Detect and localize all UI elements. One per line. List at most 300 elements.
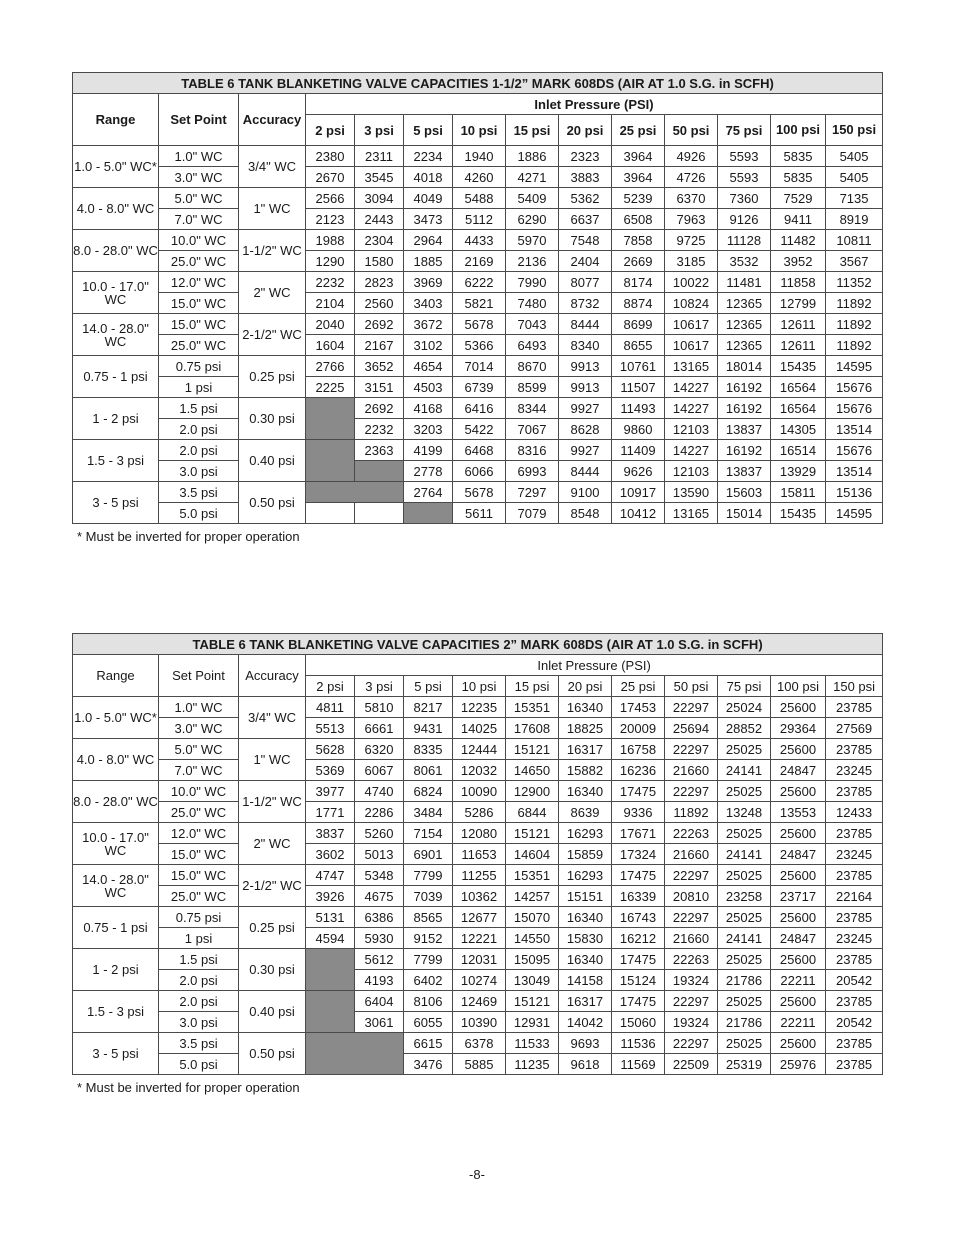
capacity-cell: 4049 [404, 188, 453, 209]
accuracy-cell: 1-1/2" WC [239, 230, 306, 272]
table-row [73, 907, 883, 928]
capacity-cell: 12103 [665, 419, 718, 440]
capacity-cell: 2692 [355, 314, 404, 335]
capacity-cell: 22509 [665, 1054, 718, 1075]
capacity-cell: 9431 [404, 718, 453, 739]
range-cell: 1 - 2 psi [73, 398, 159, 440]
capacity-cell: 5112 [453, 209, 506, 230]
title-row [73, 73, 883, 94]
set-point-header: Set Point [159, 94, 239, 146]
pressure-column-header: 100 psi [771, 676, 826, 697]
table-title: TABLE 6 TANK BLANKETING VALVE CAPACITIES 1-1/2” MARK 608DS (AIR AT 1.0 S.G. in SCFH) [73, 73, 883, 94]
capacity-cell: 2363 [355, 440, 404, 461]
table-row [73, 482, 883, 503]
capacity-cell: 10022 [665, 272, 718, 293]
capacity-cell: 2286 [355, 802, 404, 823]
not-available-cell [404, 503, 453, 524]
set-point-cell: 1.5 psi [159, 949, 239, 970]
capacity-cell [306, 503, 355, 524]
capacity-cell: 25024 [718, 697, 771, 718]
capacity-cell: 6370 [665, 188, 718, 209]
capacity-cell: 20009 [612, 718, 665, 739]
capacity-cell: 6416 [453, 398, 506, 419]
capacity-cell: 5239 [612, 188, 665, 209]
capacity-table-1-1-2-inch [72, 72, 883, 524]
capacity-cell: 24141 [718, 760, 771, 781]
set-point-header: Set Point [159, 655, 239, 697]
capacity-cell: 12444 [453, 739, 506, 760]
capacity-cell: 5362 [559, 188, 612, 209]
pressure-column-header: 50 psi [665, 115, 718, 146]
capacity-cell: 8639 [559, 802, 612, 823]
table-row [73, 167, 883, 188]
capacity-cell: 23785 [826, 697, 883, 718]
capacity-cell: 2823 [355, 272, 404, 293]
capacity-cell: 12611 [771, 314, 826, 335]
capacity-cell: 6402 [404, 970, 453, 991]
capacity-cell: 12365 [718, 293, 771, 314]
capacity-cell: 9725 [665, 230, 718, 251]
capacity-cell: 20542 [826, 1012, 883, 1033]
capacity-cell: 2323 [559, 146, 612, 167]
capacity-cell: 16192 [718, 377, 771, 398]
capacity-cell: 20542 [826, 970, 883, 991]
capacity-cell: 8344 [506, 398, 559, 419]
capacity-cell: 4199 [404, 440, 453, 461]
capacity-cell: 16340 [559, 907, 612, 928]
inlet-pressure-header: Inlet Pressure (PSI) [306, 94, 883, 115]
capacity-cell: 8565 [404, 907, 453, 928]
capacity-cell: 3602 [306, 844, 355, 865]
capacity-cell: 23785 [826, 739, 883, 760]
capacity-cell: 10617 [665, 335, 718, 356]
capacity-cell: 17671 [612, 823, 665, 844]
capacity-cell: 6739 [453, 377, 506, 398]
pressure-column-header: 2 psi [306, 115, 355, 146]
table-row [73, 844, 883, 865]
set-point-cell: 25.0" WC [159, 886, 239, 907]
set-point-cell: 12.0" WC [159, 272, 239, 293]
capacity-cell: 5810 [355, 697, 404, 718]
set-point-cell: 5.0" WC [159, 188, 239, 209]
table-row [73, 1054, 883, 1075]
capacity-cell: 5821 [453, 293, 506, 314]
capacity-cell: 12677 [453, 907, 506, 928]
not-available-cell [306, 440, 355, 482]
capacity-cell: 2104 [306, 293, 355, 314]
table-row [73, 760, 883, 781]
capacity-cell: 6055 [404, 1012, 453, 1033]
capacity-cell: 28852 [718, 718, 771, 739]
capacity-cell: 16192 [718, 398, 771, 419]
capacity-cell: 15882 [559, 760, 612, 781]
capacity-cell: 16564 [771, 398, 826, 419]
capacity-cell: 14595 [826, 503, 883, 524]
capacity-cell: 7858 [612, 230, 665, 251]
pressure-column-header: 75 psi [718, 115, 771, 146]
capacity-cell: 25600 [771, 697, 826, 718]
capacity-cell: 12103 [665, 461, 718, 482]
capacity-cell: 23785 [826, 1054, 883, 1075]
capacity-cell: 3567 [826, 251, 883, 272]
accuracy-header: Accuracy [239, 655, 306, 697]
capacity-cell: 11128 [718, 230, 771, 251]
range-cell: 3 - 5 psi [73, 482, 159, 524]
capacity-cell: 2040 [306, 314, 355, 335]
capacity-cell: 16514 [771, 440, 826, 461]
capacity-cell: 7039 [404, 886, 453, 907]
set-point-cell: 3.0" WC [159, 718, 239, 739]
capacity-cell: 14595 [826, 356, 883, 377]
pressure-column-header: 2 psi [306, 676, 355, 697]
capacity-cell: 2404 [559, 251, 612, 272]
capacity-cell: 15676 [826, 398, 883, 419]
capacity-cell: 12611 [771, 335, 826, 356]
table-row [73, 440, 883, 461]
capacity-cell: 10090 [453, 781, 506, 802]
capacity-cell: 5348 [355, 865, 404, 886]
capacity-cell: 2232 [355, 419, 404, 440]
capacity-cell: 12365 [718, 314, 771, 335]
capacity-cell: 3476 [404, 1054, 453, 1075]
capacity-cell: 5593 [718, 167, 771, 188]
capacity-cell: 3484 [404, 802, 453, 823]
capacity-cell: 10761 [612, 356, 665, 377]
capacity-cell: 8548 [559, 503, 612, 524]
capacity-cell: 5013 [355, 844, 404, 865]
capacity-cell: 13514 [826, 461, 883, 482]
capacity-cell: 25025 [718, 949, 771, 970]
capacity-cell: 7963 [665, 209, 718, 230]
accuracy-cell: 2-1/2" WC [239, 314, 306, 356]
range-cell: 1.5 - 3 psi [73, 440, 159, 482]
capacity-cell: 22297 [665, 739, 718, 760]
capacity-cell: 24141 [718, 844, 771, 865]
capacity-cell: 8670 [506, 356, 559, 377]
capacity-cell: 9927 [559, 440, 612, 461]
capacity-cell: 1580 [355, 251, 404, 272]
header-row [73, 655, 883, 676]
capacity-cell: 11507 [612, 377, 665, 398]
capacity-cell: 4594 [306, 928, 355, 949]
capacity-cell: 14650 [506, 760, 559, 781]
capacity-cell: 6493 [506, 335, 559, 356]
set-point-cell: 15.0" WC [159, 844, 239, 865]
capacity-cell: 6844 [506, 802, 559, 823]
capacity-cell: 8732 [559, 293, 612, 314]
capacity-cell: 23245 [826, 760, 883, 781]
set-point-cell: 2.0 psi [159, 440, 239, 461]
capacity-cell: 6378 [453, 1033, 506, 1054]
capacity-cell: 15830 [559, 928, 612, 949]
capacity-cell: 11482 [771, 230, 826, 251]
capacity-cell: 15151 [559, 886, 612, 907]
capacity-cell: 3532 [718, 251, 771, 272]
table-row [73, 970, 883, 991]
capacity-cell: 15435 [771, 356, 826, 377]
capacity-cell: 5260 [355, 823, 404, 844]
capacity-cell: 3102 [404, 335, 453, 356]
range-cell: 0.75 - 1 psi [73, 356, 159, 398]
accuracy-cell: 3/4" WC [239, 697, 306, 739]
capacity-cell: 6404 [355, 991, 404, 1012]
pressure-column-header: 100 psi [771, 115, 826, 146]
capacity-cell: 9913 [559, 377, 612, 398]
capacity-cell: 8874 [612, 293, 665, 314]
table-row [73, 823, 883, 844]
table-row [73, 949, 883, 970]
range-cell: 14.0 - 28.0" WC [73, 865, 159, 907]
capacity-cell: 5611 [453, 503, 506, 524]
capacity-cell: 9618 [559, 1054, 612, 1075]
not-available-cell [306, 398, 355, 440]
table-row [73, 886, 883, 907]
capacity-cell: 9927 [559, 398, 612, 419]
pressure-column-header: 5 psi [404, 676, 453, 697]
capacity-cell: 3837 [306, 823, 355, 844]
capacity-cell: 15351 [506, 865, 559, 886]
capacity-cell: 8655 [612, 335, 665, 356]
capacity-cell: 17453 [612, 697, 665, 718]
accuracy-cell: 1-1/2" WC [239, 781, 306, 823]
capacity-cell: 5885 [453, 1054, 506, 1075]
capacity-cell: 13248 [718, 802, 771, 823]
accuracy-header: Accuracy [239, 94, 306, 146]
capacity-cell: 12900 [506, 781, 559, 802]
capacity-cell: 23785 [826, 823, 883, 844]
capacity-cell: 17475 [612, 781, 665, 802]
capacity-cell: 5366 [453, 335, 506, 356]
table-row [73, 293, 883, 314]
capacity-cell: 2560 [355, 293, 404, 314]
range-cell: 4.0 - 8.0" WC [73, 188, 159, 230]
pressure-column-header: 75 psi [718, 676, 771, 697]
pressure-column-header: 20 psi [559, 676, 612, 697]
capacity-cell: 4747 [306, 865, 355, 886]
capacity-cell: 9913 [559, 356, 612, 377]
table-row [73, 697, 883, 718]
not-available-cell [306, 949, 355, 991]
accuracy-cell: 1" WC [239, 739, 306, 781]
capacity-cell: 4433 [453, 230, 506, 251]
capacity-cell: 3545 [355, 167, 404, 188]
not-available-cell [306, 1033, 404, 1075]
capacity-cell: 2167 [355, 335, 404, 356]
capacity-cell: 5930 [355, 928, 404, 949]
capacity-cell: 23245 [826, 844, 883, 865]
capacity-cell: 8340 [559, 335, 612, 356]
capacity-cell: 8599 [506, 377, 559, 398]
capacity-cell: 24141 [718, 928, 771, 949]
capacity-cell [355, 503, 404, 524]
set-point-cell: 12.0" WC [159, 823, 239, 844]
capacity-cell: 17475 [612, 991, 665, 1012]
capacity-cell: 6637 [559, 209, 612, 230]
capacity-cell: 9626 [612, 461, 665, 482]
capacity-cell: 12469 [453, 991, 506, 1012]
capacity-cell: 14227 [665, 377, 718, 398]
capacity-cell: 6615 [404, 1033, 453, 1054]
capacity-cell: 11892 [665, 802, 718, 823]
capacity-cell: 3672 [404, 314, 453, 335]
capacity-cell: 6386 [355, 907, 404, 928]
capacity-cell: 4168 [404, 398, 453, 419]
capacity-cell: 3926 [306, 886, 355, 907]
capacity-cell: 6222 [453, 272, 506, 293]
capacity-cell: 18825 [559, 718, 612, 739]
accuracy-cell: 0.50 psi [239, 482, 306, 524]
capacity-cell: 2311 [355, 146, 404, 167]
title-row [73, 634, 883, 655]
table-row [73, 251, 883, 272]
set-point-cell: 7.0" WC [159, 760, 239, 781]
capacity-cell: 14257 [506, 886, 559, 907]
capacity-cell: 11892 [826, 335, 883, 356]
capacity-cell: 2964 [404, 230, 453, 251]
capacity-cell: 16339 [612, 886, 665, 907]
capacity-cell: 5405 [826, 146, 883, 167]
capacity-cell: 2169 [453, 251, 506, 272]
capacity-cell: 15070 [506, 907, 559, 928]
capacity-cell: 16340 [559, 697, 612, 718]
capacity-cell: 15859 [559, 844, 612, 865]
capacity-cell: 25319 [718, 1054, 771, 1075]
capacity-cell: 10811 [826, 230, 883, 251]
capacity-cell: 2670 [306, 167, 355, 188]
capacity-cell: 9860 [612, 419, 665, 440]
pressure-column-header: 3 psi [355, 676, 404, 697]
capacity-cell: 11858 [771, 272, 826, 293]
table-row [73, 146, 883, 167]
capacity-cell: 9693 [559, 1033, 612, 1054]
capacity-cell: 22211 [771, 970, 826, 991]
capacity-cell: 25600 [771, 1033, 826, 1054]
capacity-cell: 16212 [612, 928, 665, 949]
capacity-cell: 7014 [453, 356, 506, 377]
capacity-cell: 17475 [612, 865, 665, 886]
table-row [73, 356, 883, 377]
capacity-cell: 11493 [612, 398, 665, 419]
capacity-cell: 15676 [826, 377, 883, 398]
range-header: Range [73, 655, 159, 697]
capacity-cell: 5513 [306, 718, 355, 739]
capacity-cell: 13165 [665, 503, 718, 524]
set-point-cell: 25.0" WC [159, 335, 239, 356]
capacity-cell: 2443 [355, 209, 404, 230]
table-row [73, 503, 883, 524]
capacity-cell: 16758 [612, 739, 665, 760]
capacity-cell: 7067 [506, 419, 559, 440]
capacity-cell: 7799 [404, 865, 453, 886]
capacity-cell: 3094 [355, 188, 404, 209]
table-row [73, 188, 883, 209]
capacity-cell: 8919 [826, 209, 883, 230]
capacity-cell: 22297 [665, 865, 718, 886]
capacity-cell: 23785 [826, 781, 883, 802]
capacity-cell: 14227 [665, 398, 718, 419]
capacity-cell: 12365 [718, 335, 771, 356]
pressure-column-header: 15 psi [506, 676, 559, 697]
capacity-cell: 25600 [771, 739, 826, 760]
table-row [73, 802, 883, 823]
capacity-cell: 22297 [665, 781, 718, 802]
capacity-cell: 5970 [506, 230, 559, 251]
capacity-cell: 10824 [665, 293, 718, 314]
range-cell: 1.0 - 5.0" WC* [73, 697, 159, 739]
capacity-cell: 13929 [771, 461, 826, 482]
table-row [73, 335, 883, 356]
capacity-cell: 14550 [506, 928, 559, 949]
capacity-cell: 25025 [718, 991, 771, 1012]
set-point-cell: 2.0 psi [159, 419, 239, 440]
capacity-cell: 7154 [404, 823, 453, 844]
accuracy-cell: 2" WC [239, 272, 306, 314]
capacity-cell: 11352 [826, 272, 883, 293]
capacity-cell: 25600 [771, 991, 826, 1012]
capacity-cell: 16317 [559, 991, 612, 1012]
capacity-cell: 24847 [771, 844, 826, 865]
capacity-cell: 12235 [453, 697, 506, 718]
page-number: -8- [469, 1167, 485, 1182]
capacity-cell: 16236 [612, 760, 665, 781]
capacity-cell: 15060 [612, 1012, 665, 1033]
capacity-cell: 22164 [826, 886, 883, 907]
capacity-cell: 23258 [718, 886, 771, 907]
capacity-cell: 21660 [665, 844, 718, 865]
capacity-cell: 15121 [506, 823, 559, 844]
capacity-cell: 4503 [404, 377, 453, 398]
capacity-cell: 7079 [506, 503, 559, 524]
capacity-cell: 12032 [453, 760, 506, 781]
capacity-cell: 11255 [453, 865, 506, 886]
capacity-cell: 6290 [506, 209, 559, 230]
set-point-cell: 10.0" WC [159, 781, 239, 802]
capacity-cell: 8217 [404, 697, 453, 718]
set-point-cell: 3.0 psi [159, 1012, 239, 1033]
capacity-cell: 8699 [612, 314, 665, 335]
capacity-cell: 22297 [665, 1033, 718, 1054]
capacity-cell: 23785 [826, 949, 883, 970]
capacity-cell: 5409 [506, 188, 559, 209]
capacity-cell: 23717 [771, 886, 826, 907]
capacity-cell: 8061 [404, 760, 453, 781]
table-2-container [72, 633, 882, 1095]
capacity-cell: 15811 [771, 482, 826, 503]
capacity-cell: 16317 [559, 739, 612, 760]
set-point-cell: 1 psi [159, 377, 239, 398]
capacity-cell: 15014 [718, 503, 771, 524]
set-point-cell: 15.0" WC [159, 314, 239, 335]
capacity-cell: 4654 [404, 356, 453, 377]
capacity-cell: 22211 [771, 1012, 826, 1033]
pressure-column-header: 10 psi [453, 115, 506, 146]
capacity-cell: 8335 [404, 739, 453, 760]
capacity-cell: 3061 [355, 1012, 404, 1033]
capacity-cell: 16293 [559, 865, 612, 886]
capacity-cell: 12433 [826, 802, 883, 823]
capacity-cell: 5369 [306, 760, 355, 781]
table-row [73, 1012, 883, 1033]
capacity-cell: 22297 [665, 697, 718, 718]
set-point-cell: 5.0 psi [159, 503, 239, 524]
capacity-cell: 11533 [506, 1033, 559, 1054]
pressure-column-header: 150 psi [826, 115, 883, 146]
capacity-cell: 5835 [771, 167, 826, 188]
capacity-cell: 4926 [665, 146, 718, 167]
capacity-cell: 25025 [718, 823, 771, 844]
capacity-cell: 15121 [506, 739, 559, 760]
capacity-cell: 10390 [453, 1012, 506, 1033]
